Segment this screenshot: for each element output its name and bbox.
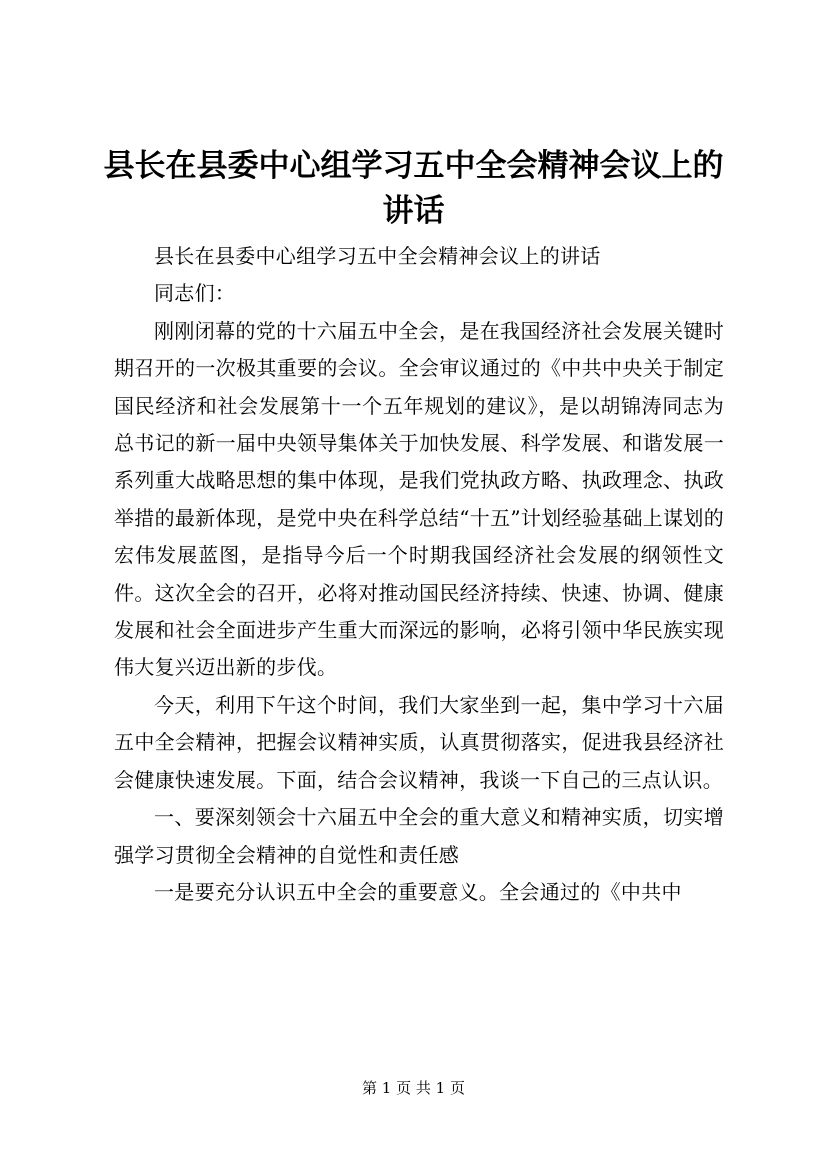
page-footer: 第 1 页 共 1 页 bbox=[362, 1079, 465, 1097]
paragraph-point-one: 一是要充分认识五中全会的重要意义。全会通过的《中共中 bbox=[154, 879, 682, 904]
paragraph-purpose: 今天，利用下午这个时间，我们大家坐到一起，集中学习十六届五中全会精神，把握会议精神实质，认真贯彻落实，促进我县经济社会健康快速发展。下面，结合会议精神，我谈一下自己的三点认识。 bbox=[114, 692, 724, 792]
document-body bbox=[114, 238, 724, 911]
paragraph-subtitle: 县长在县委中心组学习五中全会精神会议上的讲话 bbox=[154, 244, 601, 268]
paragraph-salutation: 同志们： bbox=[154, 281, 236, 306]
paragraph-heading-one: 一、要深刻领会十六届五中全会的重大意义和精神实质，切实增强学习贯彻全会精神的自觉性和责任感 bbox=[114, 805, 724, 867]
document-title: 县长在县委中心组学习五中全会精神会议上的讲话 bbox=[103, 148, 724, 229]
paragraph-intro: 刚刚闭幕的党的十六届五中全会，是在我国经济社会发展关键时期召开的一次极其重要的会议。全会审议通过的《中共中央关于制定国民经济和社会发展第十一个五年规划的建议》，是以胡锦涛同志为总书记的新一届中央领导集体关于加快发展、科学发展、和谐发展一系列重大战略思想的集中体现，是我们党执政方略、执政理念、执政举措的最新体现，是党中央在科学总结“十五”计划经验基础上谋划的宏伟发展蓝图，是指导今后一个时期我国经济社会发展的纲领性文件。这次全会的召开，必将对推动国民经济持续、快速、协调、健康发展和社会全面进步产生重大而深远的影响，必将引领中华民族实现伟大复兴迈出新的步伐。 bbox=[114, 318, 724, 680]
